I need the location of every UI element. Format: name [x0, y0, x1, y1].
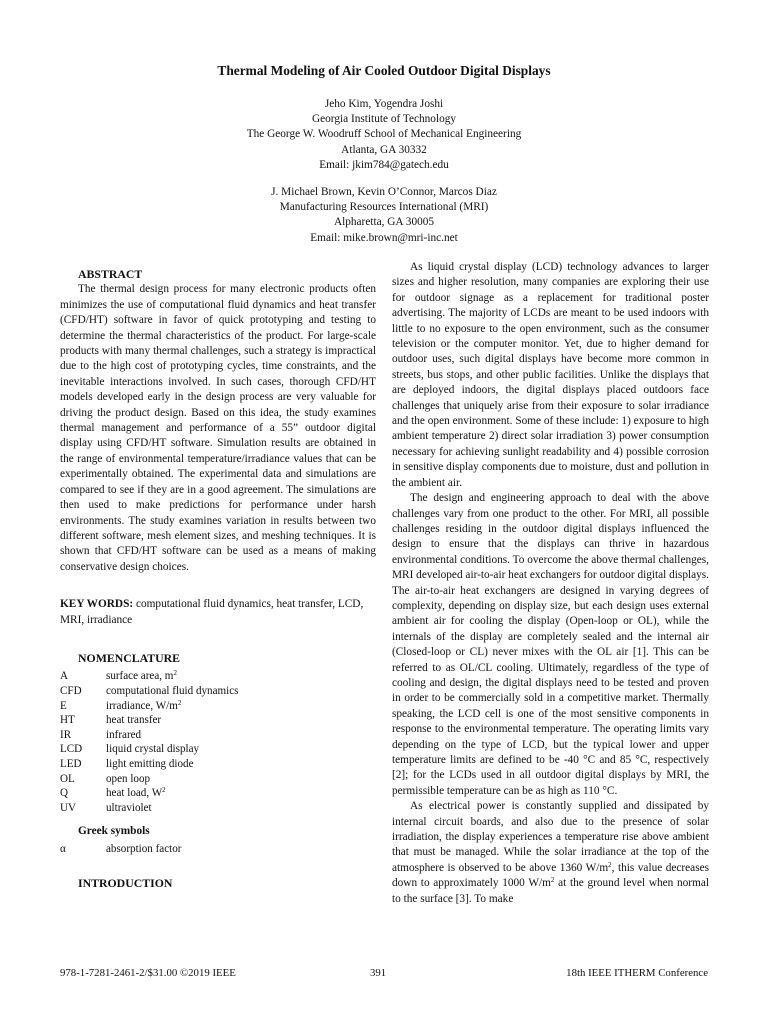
- nomenclature-desc: ultraviolet: [106, 801, 152, 814]
- nomenclature-desc: infrared: [106, 728, 142, 741]
- nomenclature-symbol: E: [60, 699, 67, 712]
- greek-symbols-heading: Greek symbols: [78, 825, 150, 838]
- nomenclature-heading: NOMENCLATURE: [78, 650, 181, 665]
- nomenclature-item: [60, 728, 376, 743]
- nomenclature-desc: heat transfer: [106, 714, 162, 727]
- nomenclature-item: [60, 772, 376, 787]
- author-block-2: [0, 185, 768, 246]
- abstract-heading: ABSTRACT: [78, 267, 143, 281]
- footer-page-number: 391: [370, 967, 387, 979]
- nomenclature-item: [60, 801, 376, 816]
- footer-copyright: 978-1-7281-2461-2/$31.00 ©2019 IEEE: [60, 967, 236, 979]
- nomenclature-symbol: A: [60, 670, 69, 683]
- abstract-text: The thermal design process for many electronic products often minimizes the use of computational fluid dynamics and heat transfer (CFD/HT) software in favor of quick prototyping and testing to determine the thermal characteristics of the product. For large-scale products with many thermal challenges, such a strategy is impractical due to the high cost of prototyping cycles, time constraints, and the inevitable interactions involved. In such cases, thorough CFD/HT models developed early in the design process are very valuable for driving the product design. Based on this idea, the study examines thermal management and performance of a 55” outdoor digital display using CFD/HT software. Simulation results are obtained in the range of environmental temperature/irradiance values that can be experimentally obtained. The experimental data and simulations are compared to see if they are in a good agreement. The simulations are then used to make predictions for performance under harsh environments. The study examines variation in results between two different software, mesh element sizes, and meshing techniques. It is shown that CFD/HT software can be used as a means of making conservative design choices.: [60, 283, 376, 573]
- nomenclature-desc: irradiance, $W/m^2$: [106, 698, 182, 712]
- author-department: The George W. Woodruff School of Mechanical Engineering: [246, 128, 522, 141]
- nomenclature-symbol: IR: [60, 728, 72, 741]
- greek-item: [60, 842, 376, 857]
- nomenclature-desc: computational fluid dynamics: [106, 684, 239, 697]
- footer-conference: 18th IEEE ITHERM Conference: [566, 967, 708, 979]
- nomenclature-symbol: UV: [60, 801, 77, 814]
- greek-symbol: α: [60, 842, 66, 855]
- nomenclature-symbol: Q: [60, 787, 69, 800]
- author-email: Email: jkim784@gatech.edu: [319, 158, 449, 171]
- nomenclature-item: [60, 742, 376, 757]
- keywords-label: KEY WORDS:: [60, 598, 134, 611]
- nomenclature-symbol: CFD: [60, 684, 82, 697]
- nomenclature-list: [60, 669, 376, 815]
- author-email: Email: mike.brown@mri-inc.net: [310, 231, 458, 244]
- author-address: Alpharetta, GA 30005: [333, 216, 435, 229]
- nomenclature-item: [60, 786, 376, 801]
- right-column: [392, 260, 709, 907]
- intro-paragraph-2: The design and engineering approach to deal with the above challenges vary from one product to the other. For MRI, all possible challenges residing in the outdoor digital displays influenced the design to ensure that the displays can thrive in hazardous environmental conditions. To overcome the above thermal challenges, MRI developed air-to-air heat exchangers for outdoor digital displays. The air-to-air heat exchangers are designed in varying degrees of complexity, depending on display size, but each design uses external ambient air for cooling the display (Open-loop or OL), while the internals of the display are completely sealed and the internal air (Closed-loop or CL) never mixes with the OL air [1]. This can be referred to as OL/CL cooling. Ultimately, regardless of the type of cooling and design, the digital displays need to be tested and proven in order to be commercially sold in a competitive market. Thermally speaking, the LCD cell is one of the most sensitive components in response to the environmental temperature. The operating limits vary depending on the type of LCD, but the typical lower and upper temperature limits are defined to be -40 °C and 85 °C, respectively [2]; for the LCDs used in all outdoor digital displays by MRI, the permissible temperature can be as high as 110 °C.: [392, 492, 709, 797]
- nomenclature-item: [60, 699, 376, 714]
- nomenclature-symbol: LED: [60, 757, 82, 770]
- nomenclature-item: [60, 713, 376, 728]
- introduction-heading: INTRODUCTION: [78, 876, 173, 891]
- nomenclature-desc: liquid crystal display: [106, 743, 200, 756]
- nomenclature-desc: heat load, $W^2$: [106, 786, 166, 800]
- nomenclature-desc: open loop: [106, 772, 151, 785]
- greek-desc: absorption factor: [106, 842, 182, 855]
- author-affiliation: Georgia Institute of Technology: [311, 113, 457, 126]
- author-block-1: [0, 97, 768, 173]
- author-affiliation: Manufacturing Resources International (MRI): [279, 201, 489, 214]
- keywords: [60, 597, 376, 628]
- nomenclature-symbol: LCD: [60, 743, 83, 756]
- author-address: Atlanta, GA 30332: [341, 143, 427, 156]
- nomenclature-desc: surface area, $m^2$: [106, 669, 177, 683]
- intro-paragraph-1: As liquid crystal display (LCD) technology advances to larger sizes and higher resolution, many companies are exploring their use for outdoor signage as a replacement for traditional poster advertising. The majority of LCDs are meant to be used indoors with little to no exposure to the open environment, such as the consumer television or the computer monitor. Yet, due to higher demand for outdoor uses, such digital displays have become more common in streets, bus stops, and other public facilities. Unlike the displays that are deployed indoors, the digital displays placed outdoors face challenges that uniquely arise from their exposure to solar irradiance and the open environment. Some of these include: 1) exposure to high ambient temperature 2) direct solar irradiation 3) power consumption necessary for achieving sunlight readability and 4) possible corrosion in sensitive display components due to moisture, dust and pollution in the ambient air.: [392, 261, 709, 489]
- nomenclature-item: [60, 757, 376, 772]
- nomenclature-symbol: OL: [60, 772, 75, 785]
- author-names: J. Michael Brown, Kevin O’Connor, Marcos Diaz: [271, 186, 497, 198]
- nomenclature-symbol: HT: [60, 714, 75, 727]
- keywords-text: computational fluid dynamics, heat transfer, LCD, MRI, irradiance: [60, 598, 364, 626]
- paper-title: Thermal Modeling of Air Cooled Outdoor Digital Displays: [217, 63, 551, 78]
- author-names: Jeho Kim, Yogendra Joshi: [324, 98, 444, 110]
- intro-paragraph-3: As electrical power is constantly supplied and dissipated by internal circuit boards, and also due to the presence of solar irradiation, the display experiences a temperature rise above ambient that must be managed. While the solar irradiance at the top of the atmosphere is observed to be above 1360 $W/m^2$, this value decreases down to approximately 1000 $W/m^2$ at the ground level when normal to the surface [3]. To make: [392, 800, 710, 905]
- left-column: [60, 267, 376, 892]
- nomenclature-item: [60, 684, 376, 699]
- nomenclature-desc: light emitting diode: [106, 757, 194, 770]
- nomenclature-item: [60, 669, 376, 684]
